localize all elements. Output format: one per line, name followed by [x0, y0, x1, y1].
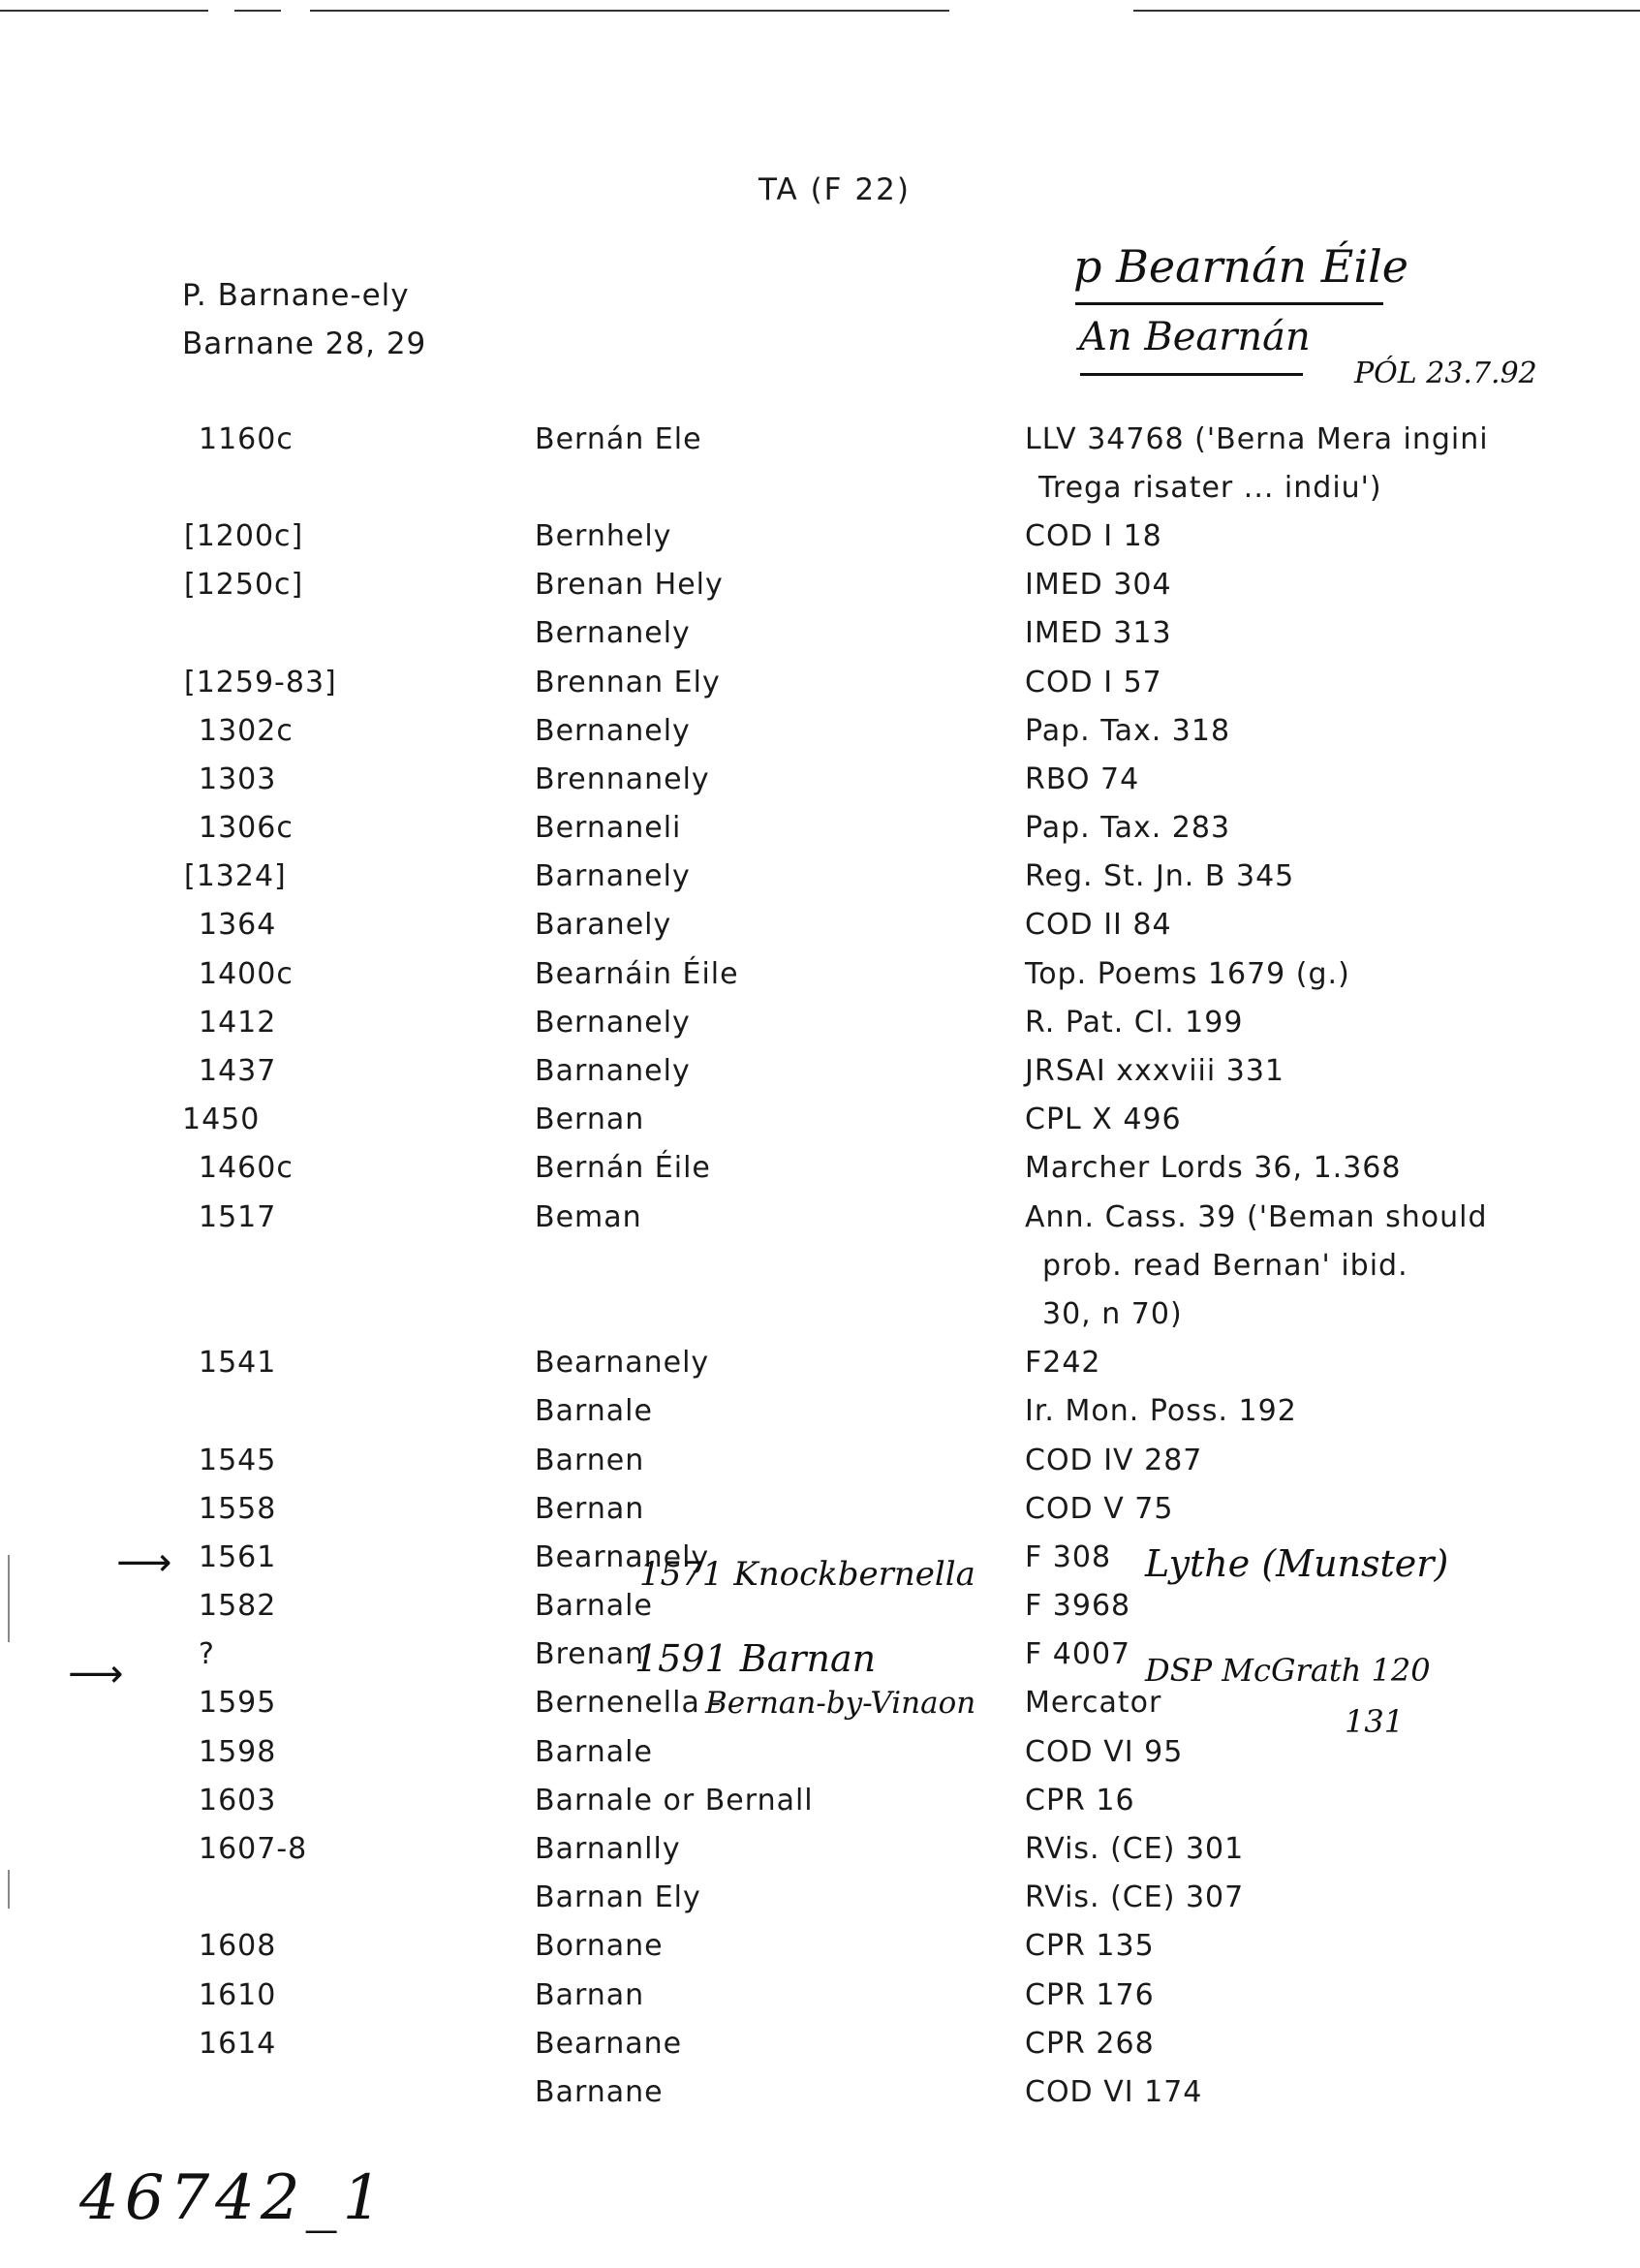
entry-name: Beman [535, 1199, 642, 1234]
handwritten-note-1571: 1571 Knockbernella [639, 1555, 975, 1594]
entry-name: Brenan [535, 1637, 645, 1672]
entry-name: Bernanely [535, 713, 691, 748]
entry-date: 1450 [182, 1103, 261, 1137]
entry-name: Bernan [535, 1103, 645, 1137]
entry-source: CPR 135 [1025, 1929, 1155, 1964]
entry-name: Bearnanely [535, 1346, 710, 1381]
entry-date: 1558 [199, 1491, 277, 1526]
entry-name: Bernán Éile [535, 1151, 711, 1186]
entry-name: Bernanely [535, 616, 691, 651]
entry-date: 1614 [199, 2026, 277, 2061]
table-row [172, 706, 1527, 755]
entry-source: COD VI 174 [1025, 2074, 1203, 2109]
table-row [172, 1096, 1527, 1144]
entry-name: Bearnanely [535, 1539, 710, 1574]
scan-edge-mark [310, 10, 949, 12]
entry-source: Pap. Tax. 318 [1025, 713, 1231, 748]
entry-date: 1541 [199, 1346, 277, 1381]
entry-source: Reg. St. Jn. B 345 [1025, 859, 1295, 894]
table-row [172, 1874, 1527, 1922]
handwritten-document-number: 46742_1 [79, 2162, 388, 2234]
entry-name: Barnale or Bernall [535, 1783, 814, 1818]
entry-source: F242 [1025, 1346, 1101, 1381]
entry-source: COD I 57 [1025, 665, 1162, 699]
entry-name: Brenan Hely [535, 568, 724, 603]
entry-name: Bearnane [535, 2026, 683, 2061]
table-row [172, 1144, 1527, 1193]
entry-source: JRSAI xxxviii 331 [1025, 1054, 1285, 1089]
entry-source: Trega risater ... indiu') [1038, 470, 1382, 505]
entry-date: 1160c [199, 421, 294, 456]
table-row [172, 998, 1527, 1046]
entry-date: 1545 [199, 1443, 277, 1477]
entry-date: 1582 [199, 1589, 277, 1624]
table-row [172, 1387, 1527, 1436]
entry-name: Barnan Ely [535, 1880, 701, 1915]
entry-name: Bernenella - [535, 1686, 723, 1721]
entry-date: [1250c] [184, 568, 304, 603]
entry-date [172, 1874, 535, 1922]
place-name-heading: P. Barnane-ely [182, 278, 410, 313]
entry-source: RBO 74 [1025, 761, 1140, 796]
entry-name: Barnanely [535, 1054, 691, 1089]
entry-date [172, 609, 535, 658]
entry-source: F 3968 [1025, 1589, 1131, 1624]
entry-name: Brennanely [535, 761, 710, 796]
entry-date: 1306c [199, 811, 294, 846]
entry-name: Barnale [535, 1589, 653, 1624]
entry-name [535, 463, 1025, 512]
table-row [172, 804, 1527, 853]
handwritten-note-bernan-vinaon: Bernan-by-Vinaon [705, 1686, 976, 1721]
scan-side-mark [8, 1870, 10, 1909]
entry-name: Bernan [535, 1491, 645, 1526]
entry-date [172, 1241, 535, 1289]
table-row [172, 1241, 1527, 1289]
handwritten-irish-name: p Bearnán Éile [1073, 240, 1409, 293]
entry-name: Barnen [535, 1443, 645, 1477]
table-row [172, 1727, 1527, 1776]
table-row [172, 415, 1527, 463]
table-row [172, 1776, 1527, 1824]
scan-edge-mark [1133, 10, 1640, 12]
entry-name: Bernanely [535, 1005, 691, 1040]
handwritten-short-name: An Bearnán [1079, 315, 1311, 359]
entry-name: Bernán Ele [535, 421, 702, 456]
entry-date: 1364 [199, 908, 277, 943]
entry-date: ? [199, 1637, 215, 1672]
entry-source: prob. read Bernan' ibid. [1042, 1248, 1408, 1283]
entry-date: 1598 [199, 1734, 277, 1769]
entry-name: Barnanlly [535, 1832, 681, 1867]
entry-source: Ann. Cass. 39 ('Beman should [1025, 1199, 1488, 1234]
handwritten-note-dsp-page: 131 [1345, 1703, 1405, 1740]
table-row [172, 1289, 1527, 1338]
table-row [172, 2019, 1527, 2067]
entry-source: CPL X 496 [1025, 1103, 1182, 1137]
entry-date: [1259-83] [184, 665, 337, 699]
arrow-icon: ⟶ [68, 1652, 124, 1696]
entry-name: Baranely [535, 908, 672, 943]
table-row [172, 512, 1527, 560]
entry-name: Brennan Ely [535, 665, 721, 699]
entry-source: IMED 304 [1025, 568, 1172, 603]
entry-source: RVis. (CE) 307 [1025, 1880, 1245, 1915]
scan-edge-mark [234, 10, 281, 12]
entry-date: 1595 [199, 1686, 277, 1721]
entry-date: 1561 [199, 1539, 277, 1574]
entry-name: Barnanely [535, 859, 691, 894]
entry-name [535, 1289, 1025, 1338]
entry-date: 1412 [199, 1005, 277, 1040]
entry-source: CPR 16 [1025, 1783, 1135, 1818]
entry-date [172, 463, 535, 512]
entry-date: 1437 [199, 1054, 277, 1089]
table-row [172, 949, 1527, 998]
handwritten-underline [1075, 302, 1383, 305]
entry-name: Barnan [535, 1977, 645, 2012]
entry-name: Barnale [535, 1394, 653, 1429]
table-row [172, 901, 1527, 949]
entry-source: COD VI 95 [1025, 1734, 1184, 1769]
entry-source: LLV 34768 ('Berna Mera ingini [1025, 421, 1489, 456]
entry-name [535, 1241, 1025, 1289]
entry-source: IMED 313 [1025, 616, 1172, 651]
entry-source: RVis. (CE) 301 [1025, 1832, 1245, 1867]
entry-date [172, 1387, 535, 1436]
handwritten-note-1591: 1591 Barnan [634, 1637, 877, 1680]
table-row [172, 1339, 1527, 1387]
entry-date: [1200c] [184, 518, 304, 553]
table-row [172, 561, 1527, 609]
table-row [172, 1824, 1527, 1873]
table-row [172, 2067, 1527, 2116]
entry-date [172, 2067, 535, 2116]
entry-source: CPR 268 [1025, 2026, 1155, 2061]
entry-date [172, 1289, 535, 1338]
entry-name: Bernaneli [535, 811, 682, 846]
entry-source: Pap. Tax. 283 [1025, 811, 1231, 846]
place-reference: Barnane 28, 29 [182, 326, 427, 361]
entry-date: [1324] [184, 859, 287, 894]
entry-date: 1460c [199, 1151, 294, 1186]
entry-source: R. Pat. Cl. 199 [1025, 1005, 1244, 1040]
entry-name: Barnale [535, 1734, 653, 1769]
entry-date: 1608 [199, 1929, 277, 1964]
entry-source: COD II 84 [1025, 908, 1172, 943]
handwritten-note-lythe: Lythe (Munster) [1145, 1542, 1449, 1585]
entry-source: Top. Poems 1679 (g.) [1025, 956, 1350, 991]
entry-source: 30, n 70) [1042, 1296, 1183, 1331]
entry-source: COD IV 287 [1025, 1443, 1203, 1477]
entry-name: Barnane [535, 2074, 664, 2109]
table-row [172, 755, 1527, 803]
table-row [172, 853, 1527, 901]
arrow-icon: ⟶ [116, 1540, 172, 1585]
table-row [172, 609, 1527, 658]
entry-source: F 4007 [1025, 1637, 1131, 1672]
handwritten-underline [1080, 373, 1303, 376]
scan-edge-mark [0, 10, 208, 12]
entry-name: Bornane [535, 1929, 664, 1964]
entry-source: F 308 [1025, 1539, 1112, 1574]
table-row [172, 1922, 1527, 1971]
page-title: TA (F 22) [758, 172, 911, 207]
entry-date: 1302c [199, 713, 294, 748]
handwritten-initials-date: PÓL 23.7.92 [1354, 357, 1537, 390]
entry-source: COD V 75 [1025, 1491, 1174, 1526]
entry-source: COD I 18 [1025, 518, 1162, 553]
table-row [172, 1046, 1527, 1095]
table-row [172, 1436, 1527, 1484]
entry-date: 1610 [199, 1977, 277, 2012]
scan-side-mark [8, 1555, 10, 1642]
table-row [172, 1193, 1527, 1241]
table-row [172, 463, 1527, 512]
entry-date: 1607-8 [199, 1832, 308, 1867]
entry-date: 1303 [199, 761, 277, 796]
entry-source: Ir. Mon. Poss. 192 [1025, 1394, 1297, 1429]
table-row [172, 1484, 1527, 1533]
entry-date: 1400c [199, 956, 294, 991]
entry-name: Bernhely [535, 518, 672, 553]
entry-source: CPR 176 [1025, 1977, 1155, 2012]
entry-date: 1603 [199, 1783, 277, 1818]
table-row [172, 658, 1527, 706]
table-row [172, 1971, 1527, 2019]
entry-source: Marcher Lords 36, 1.368 [1025, 1151, 1402, 1186]
handwritten-note-dsp: DSP McGrath 120 [1145, 1652, 1431, 1689]
entry-name: Bearnáin Éile [535, 956, 739, 991]
entry-date: 1517 [199, 1199, 277, 1234]
historical-forms-table [172, 415, 1527, 2117]
entry-source: Mercator [1025, 1686, 1162, 1721]
